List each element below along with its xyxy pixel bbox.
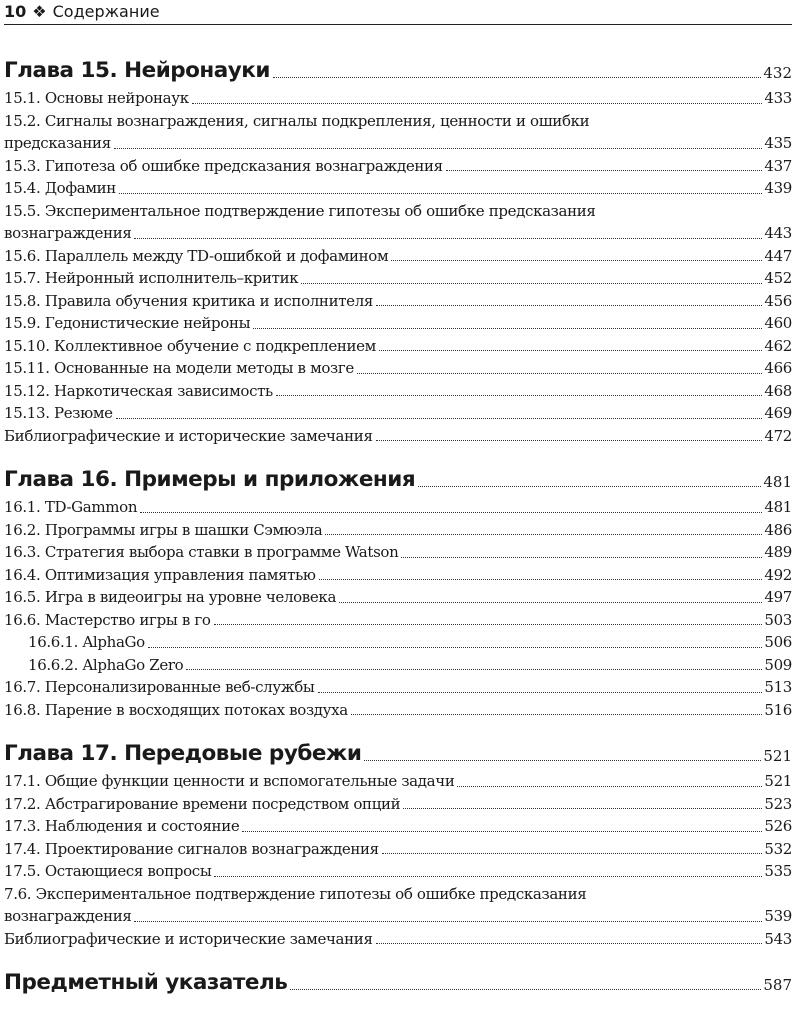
entry-title: 16.5. Игра в видеоигры на уровне человека — [4, 588, 337, 606]
dot-leader — [364, 760, 761, 761]
toc-row — [4, 838, 792, 861]
toc-entry[interactable] — [4, 883, 792, 928]
ornament-icon: ❖ — [32, 2, 47, 21]
entry-page-number: 456 — [764, 291, 792, 310]
entry-title: 15.6. Параллель между TD-ошибкой и дофамином — [4, 246, 389, 265]
chapter-section — [4, 733, 792, 950]
toc-row — [4, 312, 792, 335]
dot-leader — [446, 170, 763, 171]
chapter-title: Глава 16. Примеры и приложения — [4, 467, 416, 492]
dot-leader — [403, 808, 762, 809]
toc-entry[interactable] — [4, 496, 792, 519]
toc-entry[interactable] — [4, 177, 792, 200]
entry-page-number: 452 — [764, 269, 792, 287]
toc-row — [4, 586, 792, 609]
entry-title: 16.6. Мастерство игры в го — [4, 610, 211, 629]
toc-entry[interactable] — [4, 290, 792, 313]
toc-row — [4, 267, 792, 290]
entry-page-number: 486 — [764, 520, 792, 539]
toc-row — [4, 815, 792, 838]
toc-entry[interactable] — [4, 402, 792, 425]
toc-row — [4, 380, 792, 403]
chapter-heading[interactable] — [4, 50, 792, 86]
toc-entry[interactable] — [4, 676, 792, 699]
entry-page-number: 433 — [764, 89, 792, 107]
entry-page-number: 535 — [764, 862, 792, 880]
entry-page-number: 481 — [764, 498, 792, 516]
dot-leader — [376, 305, 762, 306]
toc-entry[interactable] — [4, 631, 792, 654]
dot-leader — [457, 786, 762, 787]
toc-row — [4, 905, 792, 928]
entry-page-number: 439 — [764, 179, 792, 197]
dot-leader — [134, 238, 762, 239]
dot-leader — [140, 512, 762, 513]
toc-entry[interactable] — [4, 928, 792, 951]
toc-row — [4, 541, 792, 564]
dot-leader — [148, 647, 763, 648]
toc-entry[interactable] — [4, 312, 792, 335]
dot-leader — [242, 831, 762, 832]
entry-page-number: 497 — [764, 588, 792, 606]
entry-page-number: 437 — [764, 156, 792, 175]
dot-leader — [325, 534, 762, 535]
chapter-page-number: 481 — [763, 473, 792, 491]
toc-row — [4, 928, 792, 951]
dot-leader — [376, 440, 763, 441]
toc-entry[interactable] — [4, 654, 792, 677]
entry-title: 17.4. Проектирование сигналов вознаграждения — [4, 839, 379, 858]
toc-row — [4, 699, 792, 722]
entry-title: вознаграждения — [4, 224, 132, 242]
dot-leader — [273, 77, 761, 78]
toc-entry[interactable] — [4, 770, 792, 793]
toc-entry[interactable] — [4, 380, 792, 403]
toc-row — [4, 357, 792, 380]
entry-title: 16.1. TD-Gammon — [4, 498, 138, 516]
entry-title: 16.3. Стратегия выбора ставки в программе Watson — [4, 543, 399, 561]
toc-row — [4, 402, 792, 425]
toc-entry[interactable] — [4, 541, 792, 564]
entry-title: 15.7. Нейронный исполнитель–критик — [4, 269, 299, 287]
toc-row — [4, 155, 792, 178]
toc-entry[interactable] — [4, 87, 792, 110]
dot-leader — [319, 579, 763, 580]
toc-row — [4, 425, 792, 448]
dot-leader — [276, 395, 763, 396]
toc-row — [4, 609, 792, 632]
chapter-page-number: 521 — [763, 747, 792, 765]
entry-title: 16.6.2. AlphaGo Zero — [28, 655, 184, 674]
chapter-heading[interactable] — [4, 962, 792, 998]
toc-row — [4, 793, 792, 816]
toc-row — [4, 631, 792, 654]
entry-page-number: 447 — [764, 246, 792, 265]
dot-leader — [119, 193, 762, 194]
entry-page-number: 506 — [764, 633, 792, 651]
toc-entry[interactable] — [4, 815, 792, 838]
entry-title-line1: 7.6. Экспериментальное подтверждение гипотезы об ошибке предсказания — [4, 884, 587, 903]
entry-title-line1: 15.5. Экспериментальное подтверждение гипотезы об ошибке предсказания — [4, 201, 596, 220]
chapter-section — [4, 50, 792, 447]
entry-title: 17.5. Остающиеся вопросы — [4, 862, 212, 880]
entry-page-number: 460 — [764, 314, 792, 332]
page-number: 10 — [4, 2, 27, 21]
dot-leader — [214, 624, 763, 625]
entry-title: 15.8. Правила обучения критика и исполнителя — [4, 291, 373, 310]
entry-title: 15.12. Наркотическая зависимость — [4, 381, 273, 400]
running-header — [4, 2, 792, 25]
dot-leader — [379, 350, 762, 351]
dot-leader — [351, 714, 763, 715]
table-of-contents — [4, 50, 792, 1010]
toc-row — [4, 245, 792, 268]
toc-entry[interactable] — [4, 586, 792, 609]
entry-page-number: 532 — [764, 839, 792, 858]
toc-row — [4, 676, 792, 699]
entry-title: 15.4. Дофамин — [4, 179, 116, 197]
dot-leader — [186, 669, 762, 670]
chapter-title: Предметный указатель — [4, 970, 288, 995]
entry-page-number: 503 — [764, 610, 792, 629]
toc-entry[interactable] — [4, 335, 792, 358]
entry-title: 15.9. Гедонистические нейроны — [4, 314, 251, 332]
toc-row — [4, 177, 792, 200]
toc-row — [4, 335, 792, 358]
chapter-title: Глава 17. Передовые рубежи — [4, 741, 362, 766]
toc-entry[interactable] — [4, 609, 792, 632]
entry-page-number: 468 — [764, 381, 792, 400]
entry-page-number: 472 — [764, 426, 792, 445]
entry-title: 15.10. Коллективное обучение с подкреплением — [4, 336, 376, 355]
entry-page-number: 523 — [764, 794, 792, 813]
toc-entry[interactable] — [4, 200, 792, 245]
chapter-title: Глава 15. Нейронауки — [4, 58, 270, 83]
toc-entry[interactable] — [4, 155, 792, 178]
entry-title: 15.1. Основы нейронаук — [4, 89, 189, 107]
entry-title: 16.4. Оптимизация управления памятью — [4, 565, 316, 584]
entry-title: 16.7. Персонализированные веб-службы — [4, 678, 315, 696]
toc-row — [4, 132, 792, 155]
chapter-heading[interactable] — [4, 733, 792, 769]
dot-leader — [418, 486, 761, 487]
toc-entry[interactable] — [4, 110, 792, 155]
toc-row — [4, 519, 792, 542]
toc-entry[interactable] — [4, 425, 792, 448]
entry-page-number: 462 — [764, 336, 792, 355]
entry-page-number: 539 — [764, 907, 792, 925]
entry-title: 15.11. Основанные на модели методы в мозге — [4, 359, 354, 377]
entry-title: 16.6.1. AlphaGo — [28, 633, 145, 651]
toc-entry[interactable] — [4, 564, 792, 587]
dot-leader — [290, 989, 761, 990]
entry-title: 15.3. Гипотеза об ошибке предсказания вознаграждения — [4, 156, 443, 175]
toc-row — [4, 496, 792, 519]
dot-leader — [357, 373, 762, 374]
entry-page-number: 492 — [764, 565, 792, 584]
entry-title: Библиографические и исторические замечания — [4, 929, 373, 948]
dot-leader — [376, 943, 763, 944]
entry-title: вознаграждения — [4, 907, 132, 925]
dot-leader — [318, 692, 763, 693]
toc-entry[interactable] — [4, 860, 792, 883]
entry-page-number: 516 — [764, 700, 792, 719]
toc-row — [4, 290, 792, 313]
toc-row — [4, 860, 792, 883]
dot-leader — [301, 283, 762, 284]
dot-leader — [382, 853, 763, 854]
toc-entry[interactable] — [4, 699, 792, 722]
entry-title: предсказания — [4, 134, 111, 152]
toc-row — [4, 222, 792, 245]
entry-page-number: 513 — [764, 678, 792, 696]
dot-leader — [114, 148, 763, 149]
toc-row — [4, 564, 792, 587]
dot-leader — [214, 876, 762, 877]
toc-entry[interactable] — [4, 357, 792, 380]
chapter-heading[interactable] — [4, 459, 792, 495]
entry-page-number: 469 — [764, 404, 792, 422]
chapter-page-number: 432 — [763, 64, 792, 82]
dot-leader — [192, 103, 763, 104]
entry-page-number: 526 — [764, 817, 792, 835]
running-title: Содержание — [52, 2, 160, 21]
entry-page-number: 509 — [764, 655, 792, 674]
entry-title: 17.2. Абстрагирование времени посредством опций — [4, 794, 401, 813]
entry-title: 15.13. Резюме — [4, 404, 113, 422]
toc-row — [4, 654, 792, 677]
entry-page-number: 466 — [764, 359, 792, 377]
dot-leader — [401, 557, 762, 558]
entry-title-line1: 15.2. Сигналы вознаграждения, сигналы подкрепления, ценности и ошибки — [4, 111, 590, 130]
chapter-section — [4, 459, 792, 721]
dot-leader — [134, 921, 762, 922]
toc-row — [4, 87, 792, 110]
chapter-section — [4, 962, 792, 998]
dot-leader — [116, 418, 763, 419]
entry-title: Библиографические и исторические замечания — [4, 426, 373, 445]
toc-entry[interactable] — [4, 793, 792, 816]
dot-leader — [253, 328, 762, 329]
toc-entry[interactable] — [4, 267, 792, 290]
dot-leader — [339, 602, 762, 603]
entry-page-number: 435 — [764, 134, 792, 152]
toc-entry[interactable] — [4, 245, 792, 268]
entry-page-number: 443 — [764, 224, 792, 242]
chapter-page-number: 587 — [763, 976, 792, 994]
toc-entry[interactable] — [4, 838, 792, 861]
entry-title: 16.2. Программы игры в шашки Сэмюэла — [4, 520, 323, 539]
toc-row — [4, 770, 792, 793]
dot-leader — [391, 260, 762, 261]
entry-page-number: 521 — [764, 772, 792, 790]
entry-page-number: 543 — [764, 929, 792, 948]
entry-title: 17.3. Наблюдения и состояние — [4, 817, 240, 835]
entry-page-number: 489 — [764, 543, 792, 561]
entry-title: 17.1. Общие функции ценности и вспомогательные задачи — [4, 772, 455, 790]
entry-title: 16.8. Парение в восходящих потоках воздуха — [4, 700, 348, 719]
toc-entry[interactable] — [4, 519, 792, 542]
